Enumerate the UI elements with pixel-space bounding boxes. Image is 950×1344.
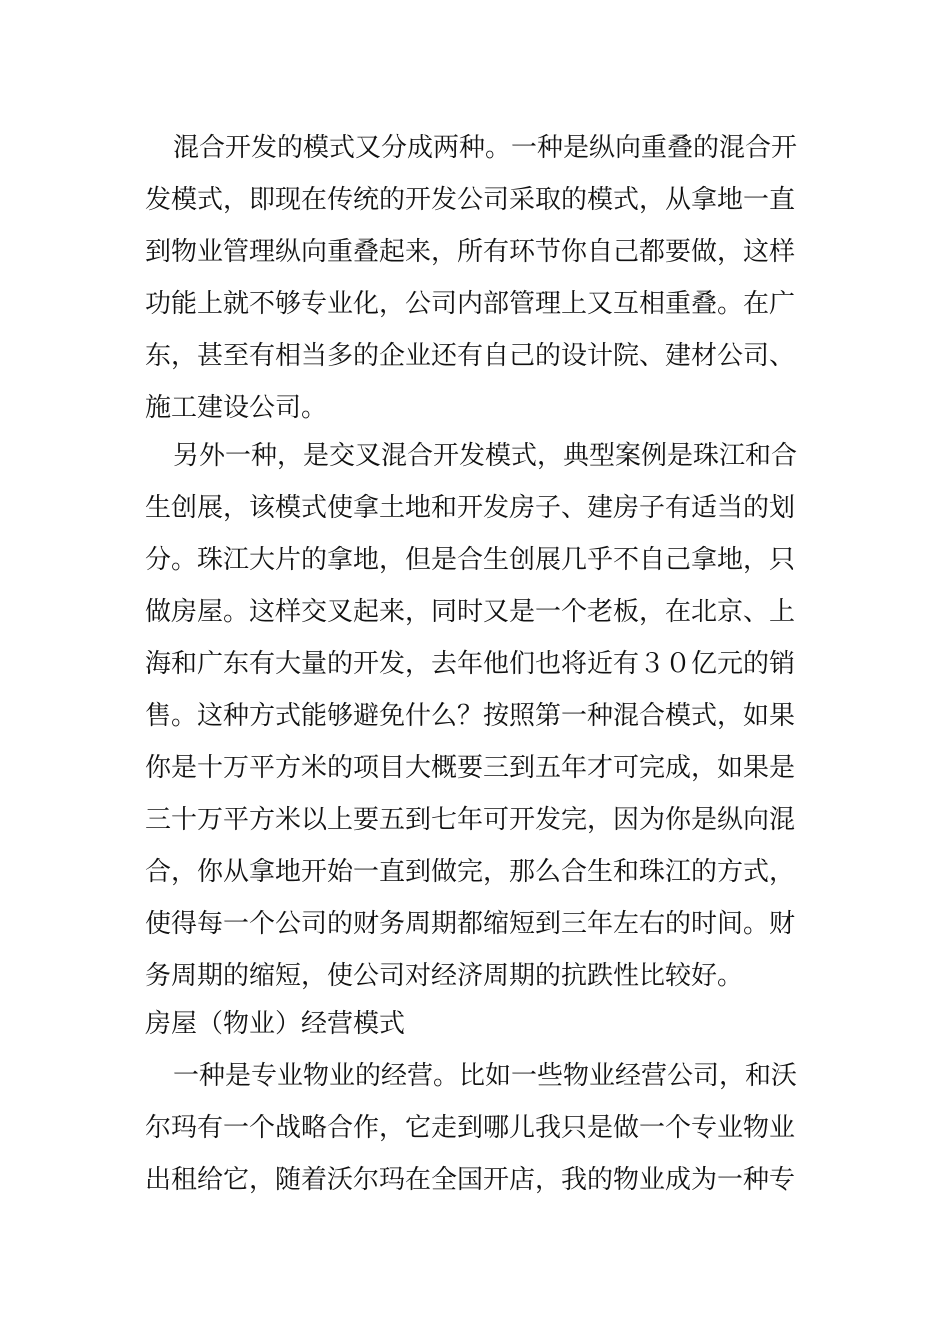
paragraph-2-line: 分。珠江大片的拿地，但是合生创展几乎不自己拿地，只 [145, 545, 796, 575]
paragraph-2-line: 做房屋。这样交叉起来，同时又是一个老板，在北京、上 [145, 597, 796, 627]
paragraph-2-line: 务周期的缩短，使公司对经济周期的抗跌性比较好。 [145, 961, 744, 991]
paragraph-2-line: 生创展，该模式使拿土地和开发房子、建房子有适当的划 [145, 493, 796, 523]
paragraph-1-line: 施工建设公司。 [145, 393, 328, 423]
paragraph-2-line: 你是十万平方米的项目大概要三到五年才可完成，如果是 [145, 753, 796, 783]
paragraph-1-line: 东，甚至有相当多的企业还有自己的设计院、建材公司、 [145, 341, 796, 371]
paragraph-2-line: 合，你从拿地开始一直到做完，那么合生和珠江的方式， [145, 857, 796, 887]
paragraph-1-line: 到物业管理纵向重叠起来，所有环节你自己都要做，这样 [145, 237, 796, 267]
paragraph-3-line: 出租给它，随着沃尔玛在全国开店，我的物业成为一种专 [145, 1165, 796, 1195]
paragraph-1-line: 混合开发的模式又分成两种。一种是纵向重叠的混合开 [173, 133, 798, 163]
paragraph-2-line: 海和广东有大量的开发，去年他们也将近有３０亿元的销 [145, 649, 796, 679]
paragraph-2-line: 售。这种方式能够避免什么？按照第一种混合模式，如果 [145, 701, 796, 731]
paragraph-3-line: 一种是专业物业的经营。比如一些物业经营公司，和沃 [173, 1061, 798, 1091]
paragraph-2-line: 另外一种，是交叉混合开发模式，典型案例是珠江和合 [173, 441, 798, 471]
paragraph-1-line: 发模式，即现在传统的开发公司采取的模式，从拿地一直 [145, 185, 796, 215]
paragraph-1-line: 功能上就不够专业化，公司内部管理上又互相重叠。在广 [145, 289, 796, 319]
paragraph-2-line: 三十万平方米以上要五到七年可开发完，因为你是纵向混 [145, 805, 796, 835]
section-heading: 房屋（物业）经营模式 [145, 1009, 406, 1039]
paragraph-3-line: 尔玛有一个战略合作，它走到哪儿我只是做一个专业物业 [145, 1113, 796, 1143]
paragraph-2-line: 使得每一个公司的财务周期都缩短到三年左右的时间。财 [145, 909, 796, 939]
